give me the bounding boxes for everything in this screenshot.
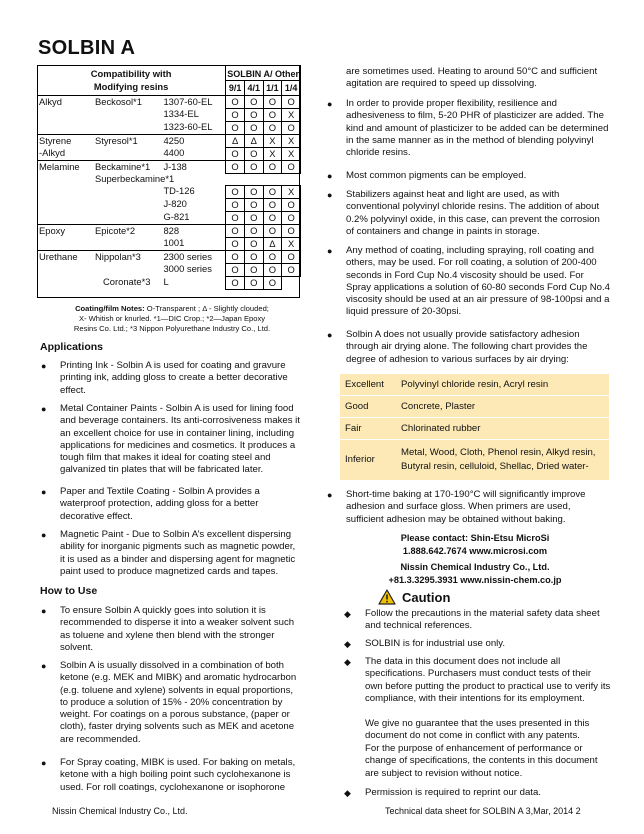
compat-value-cell: O [263, 185, 282, 198]
adhesion-materials: Concrete, Plaster [395, 396, 609, 418]
compat-value-cell: X [282, 108, 301, 121]
compat-value-cell: O [263, 263, 282, 276]
applications-heading: Applications [40, 341, 104, 353]
resin-type-cell: Alkyd [37, 95, 93, 108]
contact-line-2: 1.888.642.7674 www.microsi.com [402, 545, 548, 556]
adhesion-grade: Inferior [340, 440, 395, 481]
page-title: SOLBIN A [38, 37, 136, 59]
resin-type-cell: Epoxy [37, 224, 93, 237]
bullet-dot: ● [327, 190, 333, 200]
bullet-dot: ● [41, 361, 47, 371]
table-row [37, 95, 301, 108]
compat-value-cell: Δ [226, 134, 245, 147]
product-cell [93, 147, 161, 160]
product-cell: Superbeckamine*1 [95, 173, 175, 184]
table-row [37, 108, 301, 121]
grade-cell: G-821 [163, 211, 190, 222]
ratio-header: 1/4 [282, 81, 301, 96]
grade-cell: L [163, 276, 169, 287]
list-item: ● Solbin A does not usually provide satisfactory adhesion through air drying alone. The following chart provides the degree of adhesion to various surfaces by air drying: [327, 329, 588, 365]
adhesion-table [340, 374, 609, 481]
product-cell: Styresol*1 [93, 134, 161, 147]
contact-microsi [340, 532, 610, 557]
list-item: ● Solbin A is usually dissolved in a combination of both ketone (e.g. MEK and MIBK) and aromatic hydrocarbon (e.g. toluene and xylene) solvents in equal proportions, to produce a solution of 15% - 20% concentration by weight. For coatings on a porous substance, (paper or cloth), faster drying solvents such as MEK and acetone are recommended. [41, 660, 297, 745]
compat-value-cell: O [244, 121, 263, 134]
table-row [37, 134, 301, 147]
compat-value-cell: O [263, 95, 282, 108]
product-cell [93, 263, 161, 276]
grade-cell: 1001 [163, 237, 185, 248]
compat-header-row [37, 65, 301, 81]
compat-header-left-1: Compatibility with [90, 68, 172, 80]
diamond-bullet-icon: ◆ [344, 639, 351, 649]
adhesion-row [340, 396, 609, 418]
compat-value-cell: O [282, 211, 301, 224]
compat-value-cell: O [226, 121, 245, 134]
table-row [37, 224, 301, 237]
bullet-dot: ● [41, 606, 47, 616]
how-to-use-heading: How to Use [40, 585, 98, 597]
compat-value-cell: X [282, 134, 301, 147]
adhesion-materials: Chlorinated rubber [395, 418, 609, 440]
caution-heading: Caution [402, 589, 451, 605]
adhesion-row [340, 374, 609, 396]
compat-value-cell: O [244, 95, 263, 108]
bullet-dot: ● [41, 404, 47, 414]
table-row [37, 198, 301, 211]
list-item: ◆ SOLBIN is for industrial use only. [344, 638, 506, 649]
grade-cell: 4400 [163, 147, 185, 158]
contact-line-3: Nissin Chemical Industry Co., Ltd. [400, 562, 550, 572]
compat-value-cell: O [226, 224, 245, 237]
table-row [37, 211, 301, 224]
product-cell: Beckosol*1 [93, 95, 161, 108]
footer-doc-info: Technical data sheet for SOLBIN A 3,Mar, 2014 2 [385, 806, 581, 816]
adhesion-materials: Metal, Wood, Cloth, Phenol resin, Alkyd resin, Butyral resin, celluloid, Shellac, Dried water- [395, 440, 609, 481]
table-row [37, 250, 301, 263]
caution-paragraph: We give no guarantee that the uses presented in this document do not come in conflict with any patents. [365, 718, 590, 742]
bullet-dot: ● [327, 330, 333, 340]
list-item: ● Any method of coating, including spraying, roll coating and others, may be used. For roll coating, a solution of 200-400 seconds in Ford Cup No.4 viscosity should be used. For Spray applications a solution of 60-80 seconds Ford Cup No.4 viscosity should be used at an air pressure of 98-100psi and a liquid pressure of 20-30psi. [327, 245, 610, 318]
compat-value-cell: O [226, 147, 245, 160]
compat-value-cell: O [282, 121, 301, 134]
resin-type-cell [37, 108, 93, 121]
product-cell: Coronate*3 [103, 276, 151, 287]
compat-value-cell: O [244, 237, 263, 250]
product-cell [93, 121, 161, 134]
table-row [37, 173, 301, 185]
compat-value-cell: O [226, 263, 245, 276]
contact-line-1: Please contact: Shin-Etsu MicroSi [400, 533, 550, 543]
adhesion-grade: Good [340, 396, 395, 418]
list-item: ● Stabilizers against heat and light are used, as with conventional polyvinyl chloride resins. The addition of about 0.2% polyvinyl oxide, in this case, can prevent the corrosion of containers and change in paints in storage. [327, 189, 600, 237]
compat-value-cell: O [282, 250, 301, 263]
compat-value-cell: O [226, 250, 245, 263]
caution-heading-wrap [378, 589, 450, 605]
diamond-bullet-icon: ◆ [344, 788, 351, 798]
list-item: ◆ Permission is required to reprint our data. [344, 787, 541, 798]
resin-type-cell [37, 173, 93, 185]
compat-value-cell: O [226, 276, 245, 289]
compat-value-cell: O [263, 160, 282, 173]
table-row [37, 263, 301, 276]
resin-type-cell [37, 263, 93, 276]
list-item: ● Printing Ink - Solbin A is used for coating and gravure printing ink, adding gloss to create a better decorative effect. [41, 360, 288, 396]
notes-line-3: Resins Co. Ltd.; *3 Nippon Polyurethane Industry Co., Ltd. [73, 324, 271, 333]
contact-nissin [340, 561, 610, 586]
warning-icon [378, 589, 396, 605]
compat-value-cell: O [282, 198, 301, 211]
compat-value-cell: O [244, 147, 263, 160]
product-cell: Epicote*2 [93, 224, 161, 237]
resin-type-cell [37, 198, 93, 211]
table-row [37, 147, 301, 160]
grade-cell: 1307-60-EL [161, 95, 225, 108]
resin-type-cell [37, 211, 93, 224]
compat-value-cell: X [282, 237, 301, 250]
list-item: ● Magnetic Paint - Due to Solbin A’s excellent dispersing ability for inorganic pigments such as magnetic powder, it is used as a binder and dispersing agent for magnetic paint used to produce magnetized cards and tapes. [41, 529, 296, 577]
compat-value-cell: O [244, 108, 263, 121]
resin-type-cell: Urethane [37, 250, 93, 263]
compat-value-cell: O [244, 160, 263, 173]
compat-value-cell: O [263, 250, 282, 263]
list-item: ● In order to provide proper flexibility, resilience and adhesiveness to film, 5-20 PHR of plasticizer are added. The kind and amount of plasticizer to be added can be determined in the same manner as in the method of blending polyvinyl chloride resins. [327, 98, 609, 159]
table-row [37, 160, 301, 173]
adhesion-materials: Polyvinyl chloride resin, Acryl resin [395, 374, 609, 396]
resin-type-cell: Styrene [37, 134, 93, 147]
compat-value-cell: Δ [263, 237, 282, 250]
resin-type-cell: -Alkyd [39, 147, 66, 158]
compat-value-cell: O [282, 160, 301, 173]
compatibility-table [37, 65, 301, 290]
list-item: ● Short-time baking at 170-190°C will significantly improve adhesion and surface gloss. When primers are used, sufficient adhesion may be obtained without baking. [327, 489, 586, 525]
compat-value-cell [263, 173, 282, 185]
list-item: ● Paper and Textile Coating - Solbin A provides a waterproof protection, adding gloss for a better decorative effect. [41, 486, 260, 522]
product-cell [93, 198, 161, 211]
table-row [37, 185, 301, 198]
compat-value-cell: O [226, 185, 245, 198]
bullet-dot: ● [327, 246, 333, 256]
grade-cell: J-820 [163, 198, 187, 209]
list-item: ● To ensure Solbin A quickly goes into solution it is recommended to disperse it into a weaker solvent such as toluene and xylene then blend with the stronger solvent. [41, 605, 295, 653]
compat-value-cell [226, 173, 245, 185]
compat-value-cell: O [226, 95, 245, 108]
list-item: ◆ The data in this document does not include all specifications. Purchasers must conduct tests of their own before putting the product to practical use to verify its compliance, with their intentions for its employment. [344, 656, 611, 704]
compat-value-cell: O [263, 121, 282, 134]
ratio-header: 1/1 [263, 81, 282, 96]
diamond-bullet-icon: ◆ [344, 609, 351, 619]
product-cell [93, 211, 161, 224]
grade-cell: 1334-EL [163, 108, 199, 119]
compat-value-cell: O [244, 224, 263, 237]
adhesion-row [340, 418, 609, 440]
compat-value-cell: O [282, 224, 301, 237]
compat-value-cell [244, 173, 263, 185]
compat-value-cell: O [263, 108, 282, 121]
grade-cell: 4250 [161, 134, 225, 147]
resin-type-cell [37, 276, 93, 289]
table-row [37, 237, 301, 250]
compat-value-cell [282, 276, 301, 289]
grade-cell: TD-126 [163, 185, 195, 196]
resin-type-cell: Melamine [37, 160, 93, 173]
product-cell: Nippolan*3 [93, 250, 161, 263]
grade-cell: 828 [161, 224, 225, 237]
list-item: ● For Spray coating, MIBK is used. For baking on metals, ketone with a high boiling point such cyclohexanone is used. For roll coatings, cyclohexanone or isophorone [41, 757, 296, 793]
table-row [37, 276, 301, 289]
compat-value-cell: X [282, 185, 301, 198]
bullet-dot: ● [327, 99, 333, 109]
ratio-header: 4/1 [244, 81, 263, 96]
compat-value-cell: O [226, 108, 245, 121]
bullet-dot: ● [41, 530, 47, 540]
compat-value-cell: X [263, 134, 282, 147]
compat-value-cell: O [244, 185, 263, 198]
diamond-bullet-icon: ◆ [344, 657, 351, 667]
resin-type-cell [37, 237, 93, 250]
notes-label: Coating/film Notes: [75, 304, 145, 313]
compat-value-cell: X [282, 147, 301, 160]
compat-value-cell: O [226, 198, 245, 211]
bullet-dot: ● [41, 487, 47, 497]
contact-line-4: +81.3.3295.3931 www.nissin-chem.co.jp [388, 574, 562, 585]
product-cell [93, 108, 161, 121]
compat-value-cell: O [244, 211, 263, 224]
compat-value-cell: O [263, 198, 282, 211]
product-cell [93, 237, 161, 250]
compat-value-cell [282, 173, 301, 185]
notes-line-2: X- Whitish or knurled. *1—DIC Crop.; *2—Japan Epoxy [78, 314, 266, 323]
resin-type-cell [37, 121, 93, 134]
bullet-dot: ● [327, 171, 333, 181]
bullet-dot: ● [327, 490, 333, 500]
adhesion-grade: Excellent [340, 374, 395, 396]
grade-cell: 1323-60-EL [163, 121, 213, 132]
grade-cell: 3000 series [163, 263, 212, 274]
compat-value-cell: O [244, 250, 263, 263]
adhesion-grade: Fair [340, 418, 395, 440]
ratio-header: 9/1 [226, 81, 245, 96]
compat-value-cell: O [244, 263, 263, 276]
compat-value-cell: O [282, 95, 301, 108]
compat-value-cell: O [226, 237, 245, 250]
compat-value-cell: O [226, 211, 245, 224]
compat-value-cell: O [263, 211, 282, 224]
compat-value-cell: O [263, 224, 282, 237]
list-item: ◆ Follow the precautions in the material safety data sheet and technical references. [344, 608, 600, 632]
adhesion-row [340, 440, 609, 481]
continued-paragraph: are sometimes used. Heating to around 50°C and sufficient agitation are required to speed up dissolving. [346, 66, 598, 90]
compat-value-cell: O [244, 276, 263, 289]
footer-company: Nissin Chemical Industry Co., Ltd. [52, 806, 188, 816]
compat-value-cell: X [263, 147, 282, 160]
product-cell: Beckamine*1 [93, 160, 161, 173]
caution-paragraph: For the purpose of enhancement of performance or change of specifications, the contents in this document are subject to revision without notice. [365, 743, 598, 779]
product-cell [93, 185, 161, 198]
compat-header-left-2: Modifying resins [93, 80, 169, 92]
resin-type-cell [37, 185, 93, 198]
list-item: ● Metal Container Paints - Solbin A is used for lining food and beverage containers. Its anti-corrosiveness makes it an excellent choice for use in container lining, including applications for medicines and cosmetics. It produces a tough film that makes it ideal for coating steel and galvanized tin plates that will be fabricated later. [41, 403, 300, 476]
bullet-dot: ● [41, 661, 47, 671]
coating-notes [40, 304, 304, 334]
grade-cell: 2300 series [161, 250, 225, 263]
compat-value-cell: O [282, 263, 301, 276]
grade-cell: J-138 [161, 160, 225, 173]
table-row [37, 121, 301, 134]
compat-header-row-2 [37, 81, 301, 96]
compat-value-cell: Δ [244, 134, 263, 147]
compat-value-cell: O [226, 160, 245, 173]
compat-value-cell: O [263, 276, 282, 289]
notes-line-1: O-Transparent ; Δ - Slightly clouded; [144, 304, 269, 313]
compat-value-cell: O [244, 198, 263, 211]
list-item: ● Most common pigments can be employed. [327, 170, 527, 181]
bullet-dot: ● [41, 758, 47, 768]
compat-header-right: SOLBIN A/ Other [226, 65, 301, 81]
